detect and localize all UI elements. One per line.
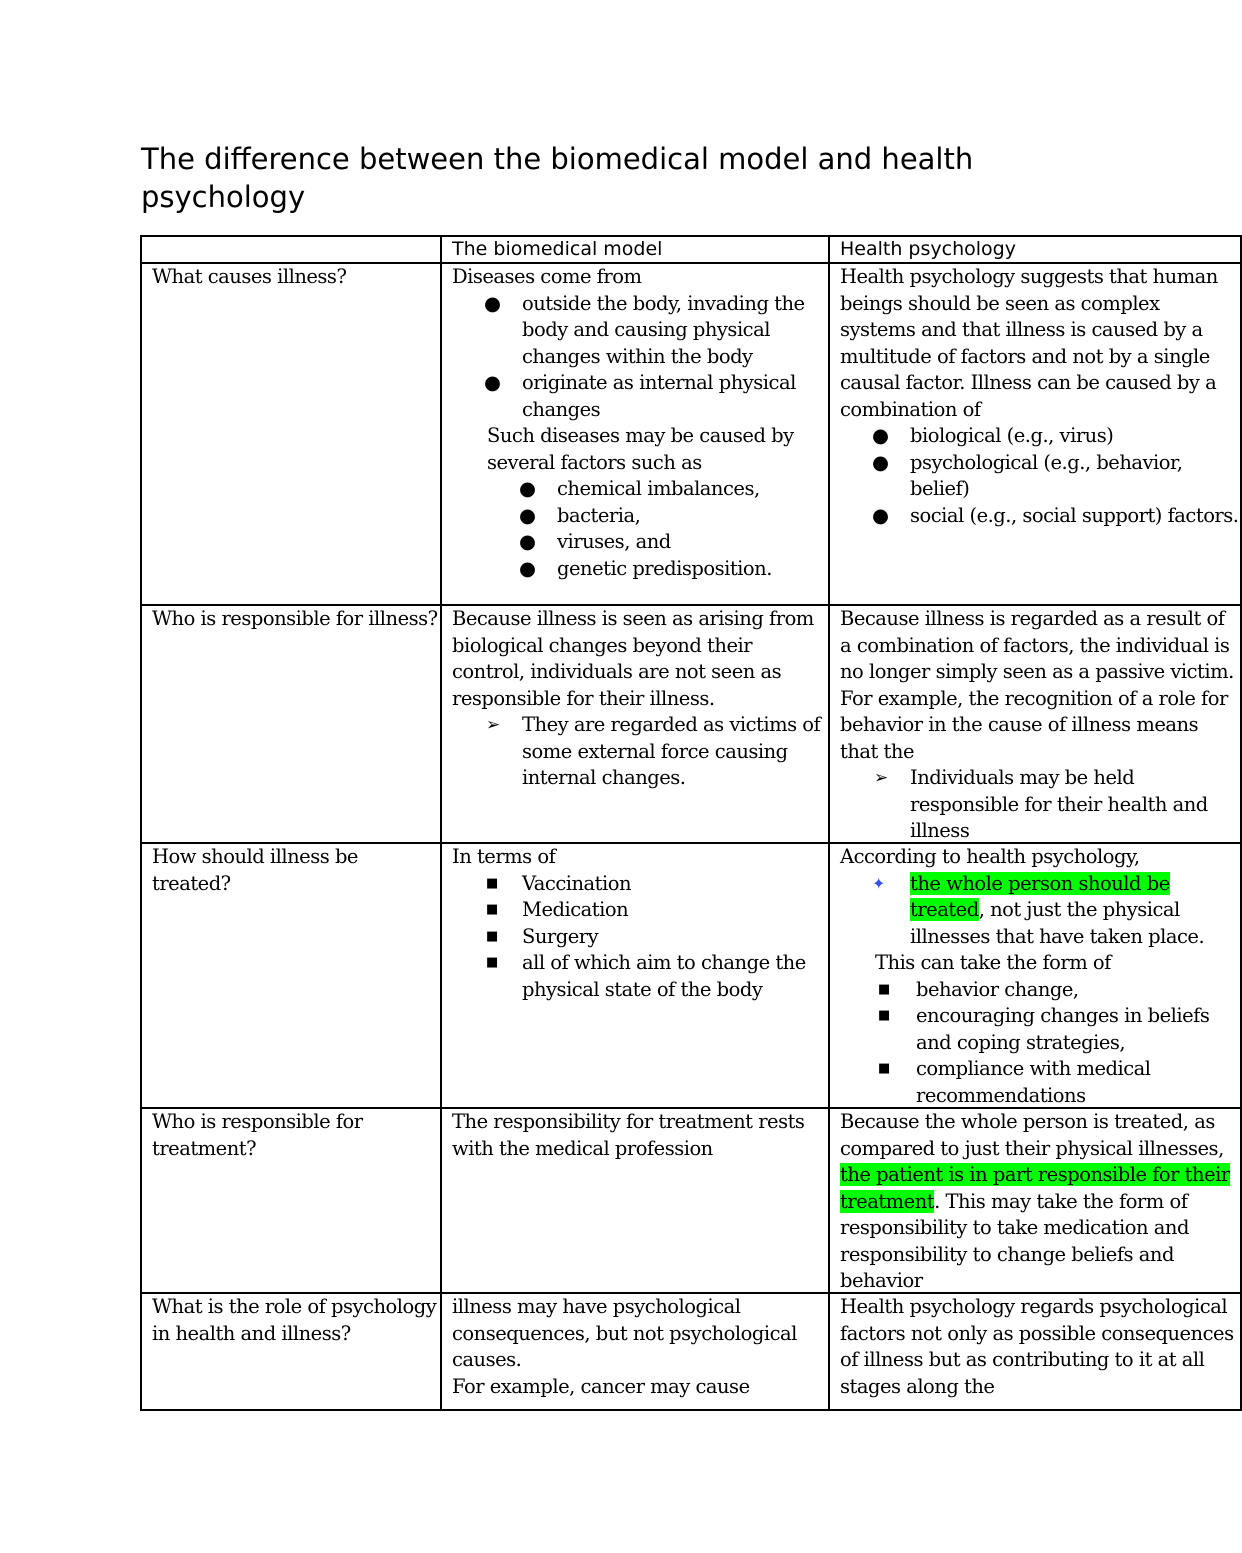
square-bullet-icon: ■	[486, 902, 498, 917]
list-item: ■ encouraging changes in beliefs and coping strategies,	[878, 1004, 1210, 1054]
list-item: ■ Surgery	[452, 924, 828, 951]
arrow-bullet-icon: ➢	[874, 768, 888, 788]
list-item: ● bacteria,	[452, 503, 828, 530]
table-header-row	[141, 236, 1241, 263]
table-row	[141, 1108, 1241, 1293]
round-bullet-icon: ●	[519, 503, 536, 527]
list-item: ■ compliance with medical recommendations	[878, 1057, 1151, 1107]
header-cell-empty	[141, 236, 441, 263]
arrow-list	[452, 712, 828, 792]
list-item: ● chemical imbalances,	[452, 476, 828, 503]
bullet-list	[452, 476, 828, 582]
round-bullet-icon: ●	[484, 291, 501, 315]
table-row	[141, 605, 1241, 843]
table-row	[141, 1293, 1241, 1410]
square-bullet-icon: ■	[486, 875, 498, 891]
list-item: ● social (e.g., social support) factors.	[840, 503, 1240, 530]
list-item: ➢ Individuals may be held responsible for their health and illness	[874, 766, 1208, 842]
arrow-bullet-icon: ➢	[486, 715, 500, 735]
list-item: ■ all of which aim to change the physical state of the body	[486, 951, 806, 1001]
round-bullet-icon: ●	[872, 503, 889, 527]
list-item: ● psychological (e.g., behavior, belief)	[872, 450, 1183, 500]
square-bullet-icon: ■	[486, 955, 498, 970]
comparison-table	[140, 235, 1242, 1411]
header-cell-biomedical: The biomedical model	[441, 236, 829, 263]
list-item: ● biological (e.g., virus)	[840, 423, 1240, 450]
bullet-list	[452, 871, 828, 1004]
highlighted-text: the whole person should be treated	[910, 871, 1170, 921]
round-bullet-icon: ●	[872, 450, 889, 474]
health-psychology-cell: Because illness is regarded as a result of a combination of factors, the individual is no longer simply seen as a passive victim. For example, the recognition of a role for behavior in the cause of illness means that the ➢ Individuals may be held responsible for their health and illness	[829, 605, 1241, 843]
biomedical-cell: Diseases come from ● outside the body, invading the body and causing physical changes within the body ● originate as internal physical changes Such diseases may be caused by several factors such as ● chemical imbalances, ● bacteria, ● viruses, and ● genetic predisposition.	[441, 263, 829, 605]
round-bullet-icon: ●	[872, 424, 889, 447]
list-item: ● viruses, and	[452, 529, 828, 556]
header-cell-health: Health psychology	[829, 236, 1241, 263]
arrow-list	[840, 765, 1240, 845]
square-bullet-icon: ■	[878, 981, 890, 997]
question-cell: Who is responsible for illness?	[141, 605, 441, 843]
health-psychology-cell: Health psychology suggests that human beings should be seen as complex systems and that illness is caused by a multitude of factors and not by a single causal factor. Illness can be caused by a combination of ● biological (e.g., virus) ● psychological (e.g., behavior, belief) ● social (e.g., social support) factors.	[829, 263, 1241, 605]
list-item: ● genetic predisposition.	[452, 556, 828, 583]
list-item: ■ Medication	[452, 897, 828, 924]
list-item: ✦ the whole person should be treated, not just the physical illnesses that have taken place.	[872, 871, 1205, 948]
document-title: The difference between the biomedical model and health psychology	[141, 142, 974, 214]
biomedical-cell: illness may have psychological consequences, but not psychological causes. For example, cancer may cause	[441, 1293, 829, 1410]
biomedical-cell: The responsibility for treatment rests with the medical profession	[441, 1108, 829, 1293]
round-bullet-icon: ●	[484, 371, 501, 394]
question-cell: What is the role of psychology in health and illness?	[141, 1293, 441, 1410]
question-cell: What causes illness?	[141, 263, 441, 605]
biomedical-cell: In terms of ■ Vaccination ■ Medication ■ Surgery ■ all of which aim to change the physical state of the body	[441, 843, 829, 1108]
health-psychology-cell: According to health psychology, ✦ the whole person should be treated, not just the physical illnesses that have taken place. This can take the form of ■ behavior change, ■ encouraging changes in beliefs and coping strategies, ■ compliance with medical recommendations	[829, 843, 1241, 1108]
round-bullet-icon: ●	[519, 477, 536, 500]
table-row	[141, 843, 1241, 1108]
bullet-list	[840, 977, 1240, 1110]
highlighted-text: the patient is in part responsible for their treatment	[840, 1163, 1230, 1213]
square-bullet-icon: ■	[486, 928, 498, 944]
bullet-list	[452, 291, 828, 424]
question-cell: How should illness be treated?	[141, 843, 441, 1108]
square-bullet-icon: ■	[878, 1061, 890, 1076]
bullet-list	[840, 423, 1240, 529]
decorative-list	[840, 871, 1240, 951]
square-bullet-icon: ■	[878, 1008, 890, 1023]
list-item: ● outside the body, invading the body and causing physical changes within the body	[484, 291, 805, 368]
decorative-bullet-icon: ✦	[872, 873, 885, 893]
health-psychology-cell: Because the whole person is treated, as compared to just their physical illnesses, the patient is in part responsible for their treatment. This may take the form of responsibility to take medication and responsibility to change beliefs and behavior	[829, 1108, 1241, 1293]
table-row	[141, 263, 1241, 605]
round-bullet-icon: ●	[519, 556, 536, 580]
list-item: ● originate as internal physical changes	[484, 371, 796, 421]
list-item: ■ behavior change,	[840, 977, 1240, 1004]
list-item: ➢ They are regarded as victims of some external force causing internal changes.	[486, 713, 821, 789]
health-psychology-cell: Health psychology regards psychological factors not only as possible consequences of illness but as contributing to it at all stages along the	[829, 1293, 1241, 1410]
list-item: ■ Vaccination	[452, 871, 828, 898]
round-bullet-icon: ●	[519, 530, 536, 553]
question-cell: Who is responsible for treatment?	[141, 1108, 441, 1293]
biomedical-cell: Because illness is seen as arising from biological changes beyond their control, individuals are not seen as responsible for their illness. ➢ They are regarded as victims of some external force causing internal changes.	[441, 605, 829, 843]
